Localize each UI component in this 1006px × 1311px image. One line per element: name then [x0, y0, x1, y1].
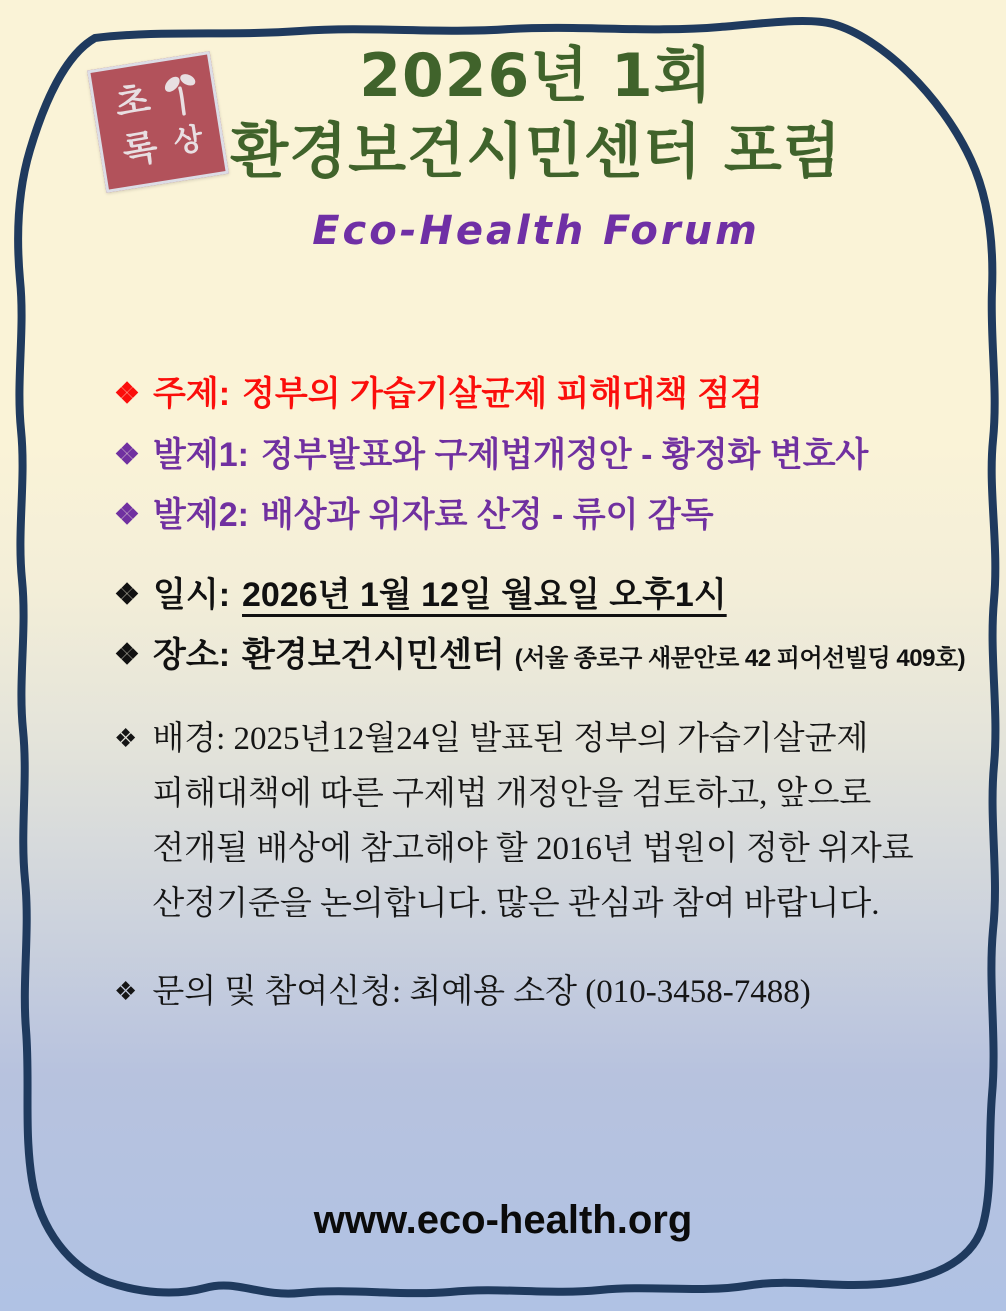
diamond-bullet-icon: ❖ — [114, 579, 140, 611]
datetime-label: 일시: — [153, 576, 231, 614]
presentation2-line — [114, 487, 966, 536]
background-line: 배경: 2025년12월24일 발표된 정부의 가습기살균제 — [152, 721, 869, 757]
presentation2-label: 발제2: — [153, 496, 249, 534]
diamond-bullet-icon: ❖ — [114, 639, 140, 671]
presentation2-text: 배상과 위자료 산정 - 류이 감독 — [260, 496, 714, 534]
poster-subtitle-english: Eco-Health Forum — [312, 208, 760, 254]
poster-header — [0, 38, 1006, 254]
venue-address: (서울 종로구 새문안로 42 피어선빌딩 409호) — [514, 645, 966, 672]
diamond-bullet-icon: ❖ — [114, 439, 140, 471]
stamp-char-2: 록 — [119, 126, 161, 172]
presentation1-line — [114, 427, 966, 476]
datetime-text: 2026년 1월 12일 월요일 오후1시 — [242, 576, 727, 614]
stamp-char-3: 상 — [171, 122, 206, 160]
diamond-bullet-icon: ❖ — [114, 977, 138, 1006]
diamond-bullet-icon: ❖ — [114, 378, 140, 410]
topic-label: 주제: — [153, 375, 231, 413]
venue-label: 장소: — [153, 636, 231, 674]
background-line: 전개될 배상에 참고해야 할 2016년 법원이 정한 위자료 — [152, 831, 914, 867]
datetime-line — [114, 567, 966, 616]
presentation1-label: 발제1: — [153, 436, 249, 474]
diamond-bullet-icon: ❖ — [114, 499, 140, 531]
poster-title-line1: 2026년 1회 — [359, 41, 713, 111]
background-paragraph — [114, 712, 966, 932]
stamp-char-1: 초 — [112, 79, 153, 125]
presentation1-text: 정부발표와 구제법개정안 - 황정화 변호사 — [260, 436, 869, 474]
topic-text: 정부의 가습기살균제 피해대책 점검 — [242, 375, 764, 413]
contact-text: 문의 및 참여신청: 최예용 소장 (010-3458-7488) — [152, 974, 811, 1010]
venue-line — [114, 627, 966, 676]
background-line: 산정기준을 논의합니다. 많은 관심과 참여 바랍니다. — [152, 886, 880, 922]
website-url: www.eco-health.org — [313, 1198, 693, 1242]
venue-text: 환경보건시민센터 — [242, 636, 505, 674]
background-lines — [152, 712, 913, 932]
diamond-bullet-icon: ❖ — [114, 724, 138, 753]
contact-line — [114, 965, 966, 1012]
background-line: 피해대책에 따른 구제법 개정안을 검토하고, 앞으로 — [152, 776, 872, 812]
topic-line — [114, 366, 966, 415]
poster-title-line2: 환경보건시민센터 포럼 — [230, 117, 842, 187]
